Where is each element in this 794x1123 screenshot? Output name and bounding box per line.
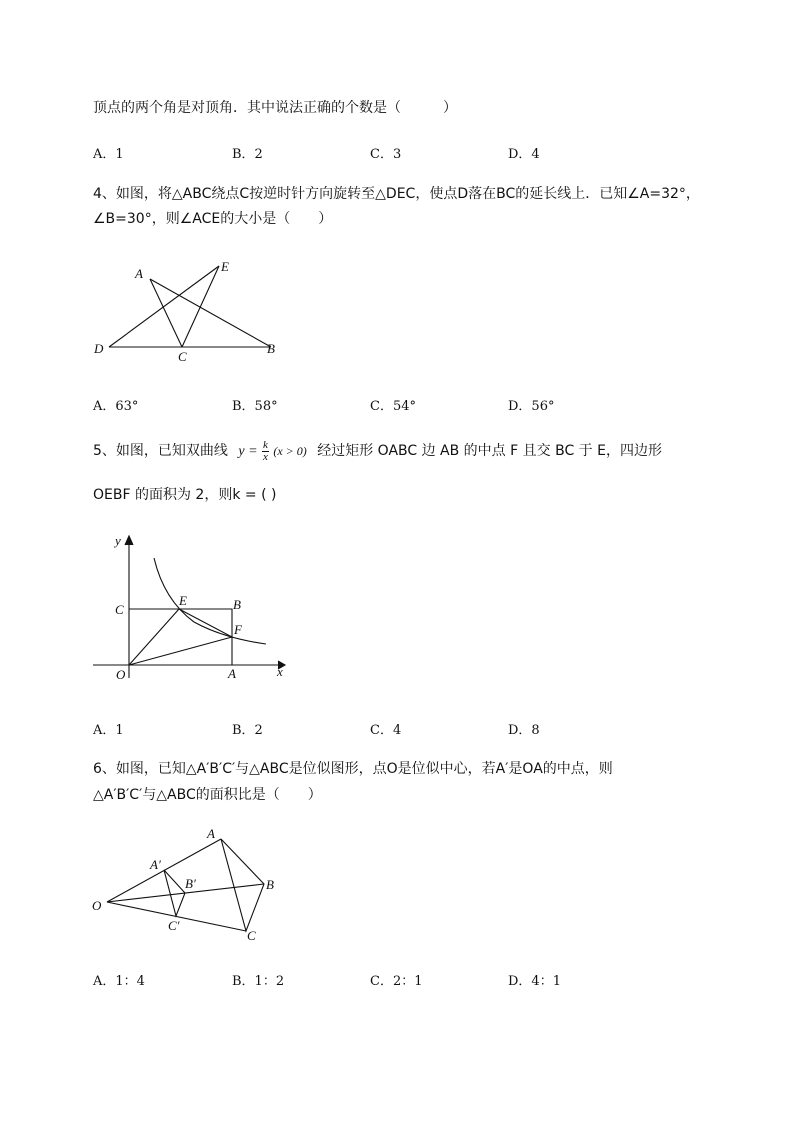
- q6-stem-line2: △A′B′C′与△ABC的面积比是（ ）: [93, 787, 322, 803]
- q5-option-b[interactable]: B．2: [232, 723, 263, 738]
- q6-label-c-prime: C′: [168, 918, 180, 933]
- q4-stem-line2: ∠B=30°，则∠ACE的大小是（ ）: [93, 211, 333, 227]
- q5-figure: [88, 528, 293, 688]
- q5-label-o: O: [116, 667, 126, 682]
- q5-stem-line2: OEBF 的面积为 2，则k = ( ): [93, 487, 277, 503]
- q6-label-b-prime: B′: [185, 876, 196, 891]
- q5-option-c[interactable]: C．4: [370, 723, 402, 738]
- q4-segment-ed: [109, 266, 219, 347]
- q4-label-d: D: [94, 341, 104, 356]
- q5-option-a[interactable]: A．1: [93, 723, 124, 738]
- q5-stem-rest: 经过矩形 OABC 边 AB 的中点 F 且交 BC 于 E，四边形: [317, 443, 662, 459]
- q6-label-a-prime: A′: [150, 857, 161, 872]
- q5-formula-denominator: x: [263, 450, 268, 463]
- q6-label-a: A: [207, 826, 215, 841]
- q4-segment-ab: [150, 279, 271, 347]
- q4-option-c[interactable]: C．54°: [370, 399, 416, 414]
- q3-stem-tail: 顶点的两个角是对顶角．其中说法正确的个数是（ ）: [93, 100, 457, 116]
- q5-rectangle-cba: [129, 609, 232, 665]
- q5-label-c: C: [115, 602, 124, 617]
- q4-option-b[interactable]: B．58°: [232, 399, 278, 414]
- q5-label-a: A: [228, 666, 236, 681]
- q5-option-d[interactable]: D．8: [508, 723, 540, 738]
- q6-stem-line1: 6、如图，已知△A′B′C′与△ABC是位似图形，点O是位似中心，若A′是OA的中点，则: [93, 761, 613, 777]
- q5-stem-line1: [93, 436, 662, 466]
- q6-figure: [88, 822, 288, 947]
- q5-stem-prefix: 5、如图，已知双曲线: [93, 443, 228, 459]
- q3-option-a[interactable]: A．1: [93, 147, 124, 162]
- q5-formula-fraction: [262, 440, 269, 463]
- q3-option-d[interactable]: D．4: [508, 147, 540, 162]
- q6-label-c: C: [247, 928, 256, 943]
- q6-label-o: O: [92, 898, 102, 913]
- q4-option-a[interactable]: A．63°: [93, 399, 139, 414]
- q4-label-c: C: [178, 349, 187, 364]
- q4-label-e: E: [221, 259, 229, 274]
- q5-formula-condition: (x > 0): [273, 444, 307, 458]
- q4-label-b: B: [267, 341, 275, 356]
- q6-option-a[interactable]: A．1：4: [93, 974, 145, 989]
- q5-formula-numerator: k: [263, 438, 268, 451]
- q6-option-b[interactable]: B．1：2: [232, 974, 285, 989]
- q4-option-d[interactable]: D．56°: [508, 399, 555, 414]
- q5-segment-of: [129, 637, 232, 665]
- q5-label-f: F: [234, 622, 242, 637]
- q5-label-e: E: [179, 593, 187, 608]
- q5-label-y: y: [115, 533, 121, 548]
- q5-formula-y: y =: [238, 444, 258, 459]
- q5-label-b: B: [233, 597, 241, 612]
- q6-option-c[interactable]: C．2：1: [370, 974, 423, 989]
- q4-segment-ec: [182, 266, 219, 347]
- q6-label-b: B: [266, 877, 274, 892]
- q5-label-x: x: [277, 664, 283, 679]
- q3-option-c[interactable]: C．3: [370, 147, 402, 162]
- q5-y-axis-arrow: [125, 536, 133, 545]
- q5-segment-ef: [179, 609, 232, 637]
- q4-stem-line1: 4、如图，将△ABC绕点C按逆时针方向旋转至△DEC，使点D落在BC的延长线上．已知∠A=32°，: [93, 186, 700, 202]
- q5-segment-oe: [129, 609, 179, 665]
- q5-hyperbola: [154, 558, 266, 644]
- q4-figure: [90, 252, 290, 370]
- q3-option-b[interactable]: B．2: [232, 147, 263, 162]
- q6-option-d[interactable]: D．4：1: [508, 974, 561, 989]
- q4-label-a: A: [135, 266, 143, 281]
